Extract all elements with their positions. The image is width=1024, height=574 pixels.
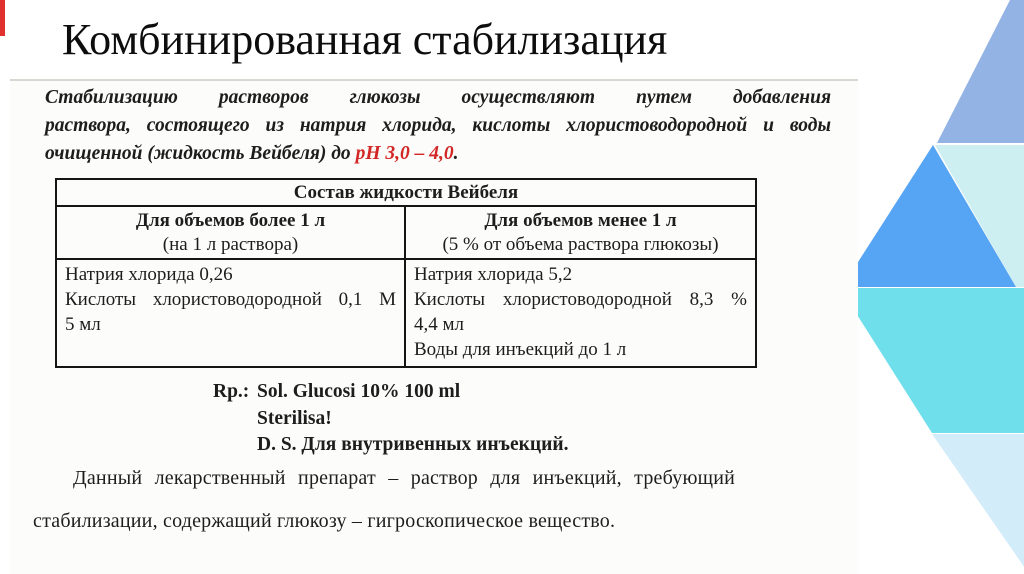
intro-line-3-period: . [453, 143, 459, 164]
prescription-line-1 [213, 379, 568, 406]
table-row: Воды для инъекций до 1 л [414, 339, 627, 360]
weibel-composition-table [55, 178, 757, 368]
table-row: 5 мл [65, 314, 101, 335]
intro-line-1: Стабилизацию растворов глюкозы осуществляют путем добавления [45, 87, 831, 108]
header-right-title: Для объемов менее 1 л [484, 210, 677, 231]
decor-triangle-periwinkle [937, 0, 1024, 143]
table-row: Натрия хлорида 5,2 [414, 264, 573, 285]
prescription-line-3: D. S. Для внутривенных инъекций. [257, 434, 569, 455]
intro-line-2: раствора, состоящего из натрия хлорида, кислоты хлористоводородной и воды [45, 115, 831, 136]
decor-triangle-pale-blue [932, 434, 1024, 574]
intro-paragraph [45, 84, 831, 168]
red-corner-mark [0, 0, 5, 36]
table-header-row [57, 207, 755, 260]
rp-label: Rp.: [213, 381, 250, 402]
note-line-1: Данный лекарственный препарат – раствор для инъекций, требующий [73, 467, 735, 489]
table-row: Кислоты хлористоводородной 0,1 М [65, 289, 396, 310]
rp-drug: Sol. Glucosi 10% 100 ml [257, 381, 461, 402]
table-row: Кислоты хлористоводородной 8,3 % [414, 289, 747, 310]
table-header-left [57, 207, 406, 258]
table-cell-right [406, 260, 755, 366]
intro-line-3 [45, 140, 831, 168]
table-row: 4,4 мл [414, 314, 465, 335]
prescription-line-2: Sterilisa! [257, 407, 332, 429]
ph-value-highlight: рН 3,0 – 4,0 [355, 143, 454, 164]
header-right-subtitle: (5 % от объема раствора глюкозы) [442, 234, 719, 255]
decor-triangle-blue [842, 145, 1016, 287]
table-row: Натрия хлорида 0,26 [65, 264, 233, 285]
header-left-title: Для объемов более 1 л [135, 210, 326, 231]
table-cell-left [57, 260, 406, 366]
table-title: Состав жидкости Вейбеля [57, 180, 755, 207]
header-left-subtitle: (на 1 л раствора) [162, 234, 299, 255]
decor-triangle-turquoise [840, 288, 1024, 433]
decor-triangle-mint [935, 145, 1024, 287]
intro-line-3-text: очищенной (жидкость Вейбеля) до [45, 143, 356, 164]
slide-title: Комбинированная стабилизация [62, 15, 668, 64]
table-header-right [406, 207, 755, 258]
table-body-row [57, 260, 755, 366]
prescription-block [213, 379, 568, 459]
note-line-2: стабилизации, содержащий глюкозу – гигроскопическое вещество. [33, 510, 616, 532]
closing-note [33, 466, 735, 533]
